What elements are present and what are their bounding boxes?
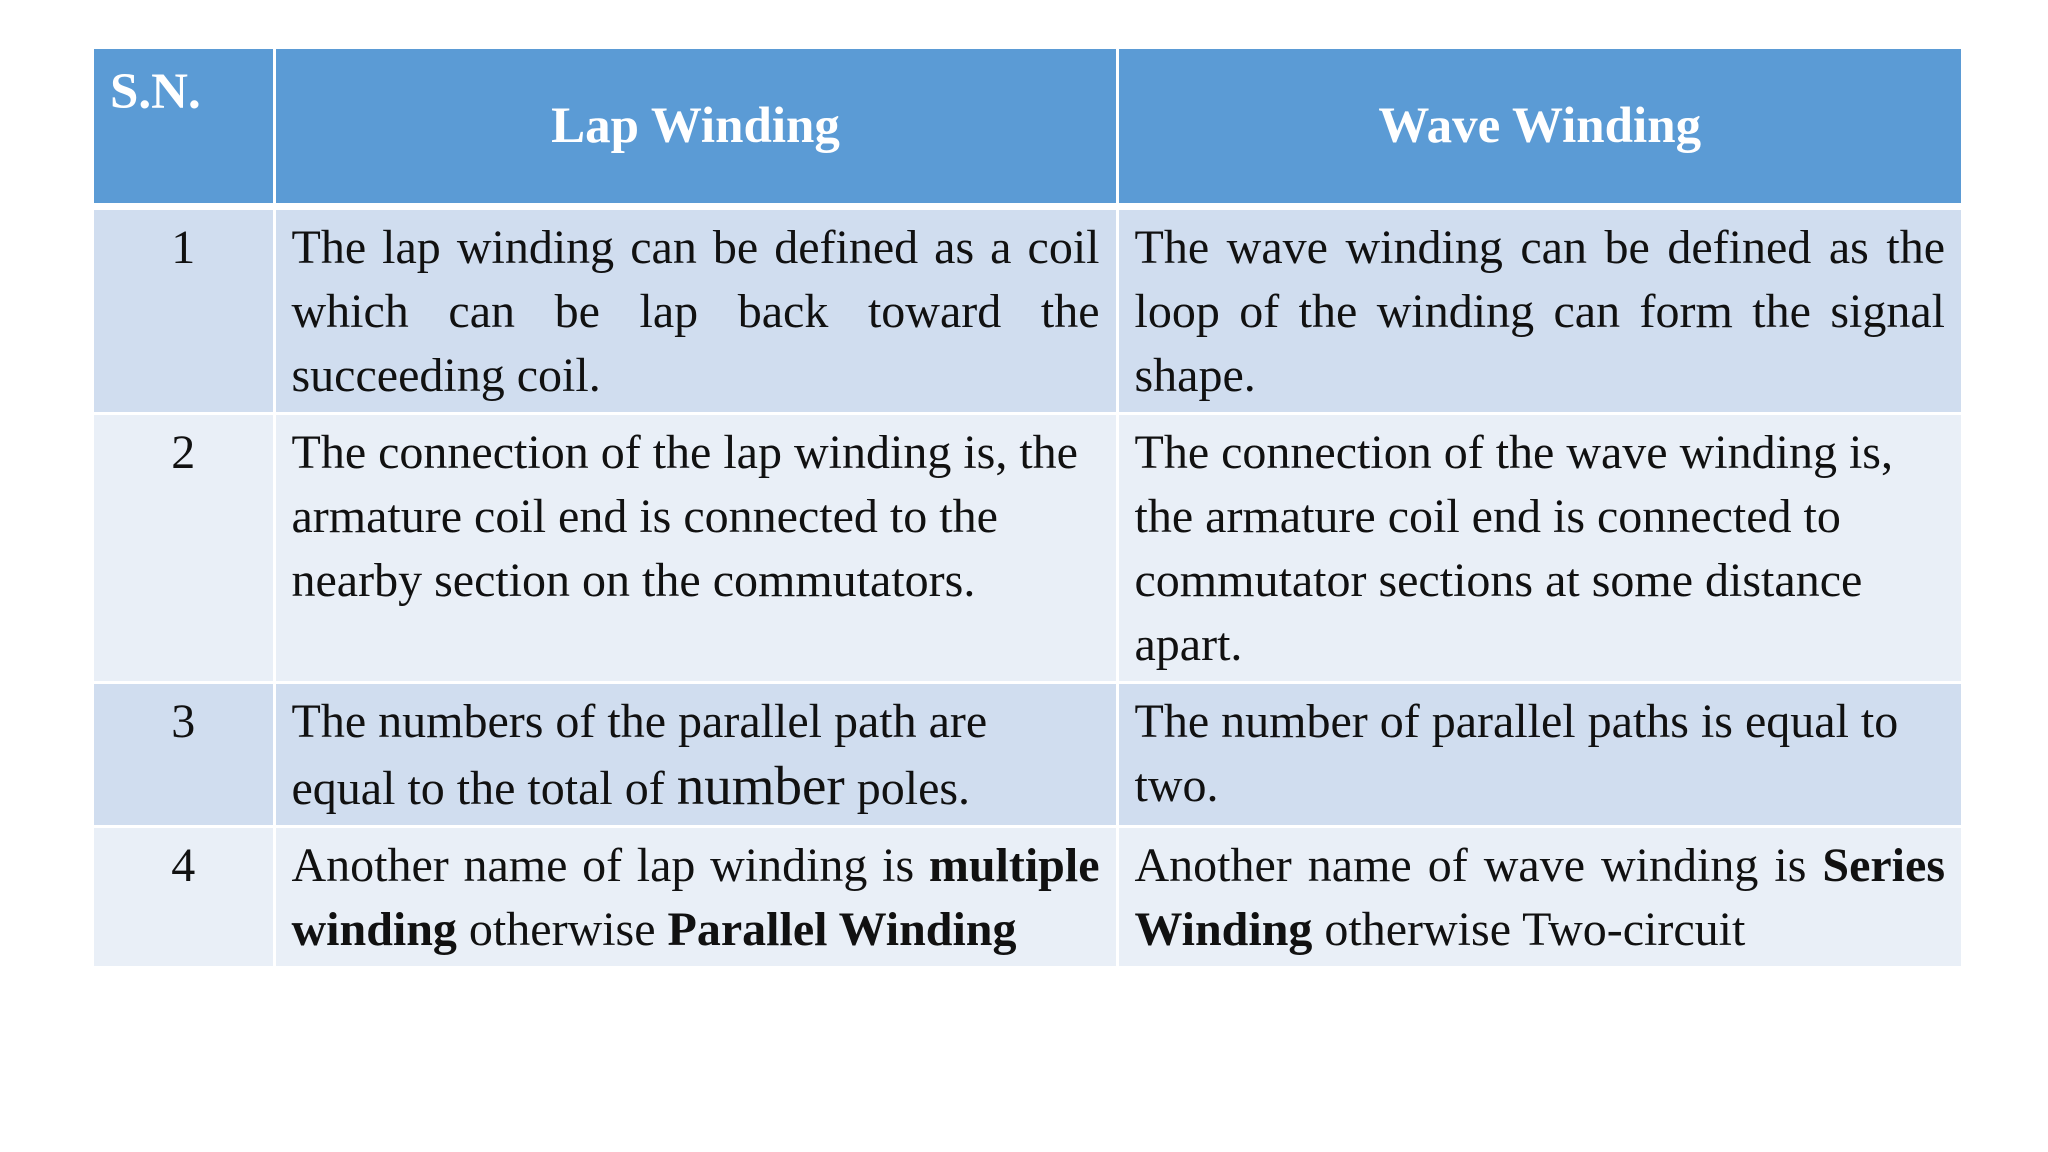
lap-cell: The connection of the lap winding is, the armature coil end is connected to the nearby section on the commutators. bbox=[274, 414, 1117, 683]
header-wave-winding: Wave Winding bbox=[1117, 49, 1961, 207]
row-number: 2 bbox=[94, 414, 274, 683]
table-row bbox=[94, 207, 1961, 414]
table-row bbox=[94, 683, 1961, 827]
row-number: 4 bbox=[94, 827, 274, 968]
lap-cell bbox=[274, 683, 1117, 827]
row-number: 3 bbox=[94, 683, 274, 827]
row-number: 1 bbox=[94, 207, 274, 414]
lap-cell: The lap winding can be defined as a coil which can be lap back toward the succeeding coil. bbox=[274, 207, 1117, 414]
lap-text-part: otherwise bbox=[456, 903, 668, 956]
table-row bbox=[94, 827, 1961, 968]
wave-cell bbox=[1117, 827, 1961, 968]
wave-cell: The wave winding can be defined as the loop of the winding can form the signal shape. bbox=[1117, 207, 1961, 414]
wave-cell: The number of parallel paths is equal to two. bbox=[1117, 683, 1961, 827]
header-lap-winding: Lap Winding bbox=[274, 49, 1117, 207]
wave-bold-text: Series Winding bbox=[1134, 839, 1945, 956]
comparison-table bbox=[94, 49, 1961, 969]
lap-text-part: The numbers of the parallel path are equal to the total of bbox=[291, 695, 988, 815]
lap-bold-text: Parallel Winding bbox=[667, 903, 1017, 956]
lap-bold-text: multiple winding bbox=[291, 839, 1100, 956]
lap-text-emphasis: number bbox=[676, 755, 845, 816]
header-row bbox=[94, 49, 1961, 207]
lap-cell bbox=[274, 827, 1117, 968]
wave-cell: The connection of the wave winding is, the armature coil end is connected to commutator sections at some distance apart. bbox=[1117, 414, 1961, 683]
wave-text-part: Another name of wave winding is bbox=[1134, 839, 1823, 892]
table-row bbox=[94, 414, 1961, 683]
wave-text-part: otherwise Two-circuit bbox=[1312, 903, 1746, 956]
header-sn: S.N. bbox=[94, 49, 274, 207]
lap-text-part: Another name of lap winding is bbox=[291, 839, 929, 892]
lap-text-part: poles. bbox=[844, 762, 971, 815]
